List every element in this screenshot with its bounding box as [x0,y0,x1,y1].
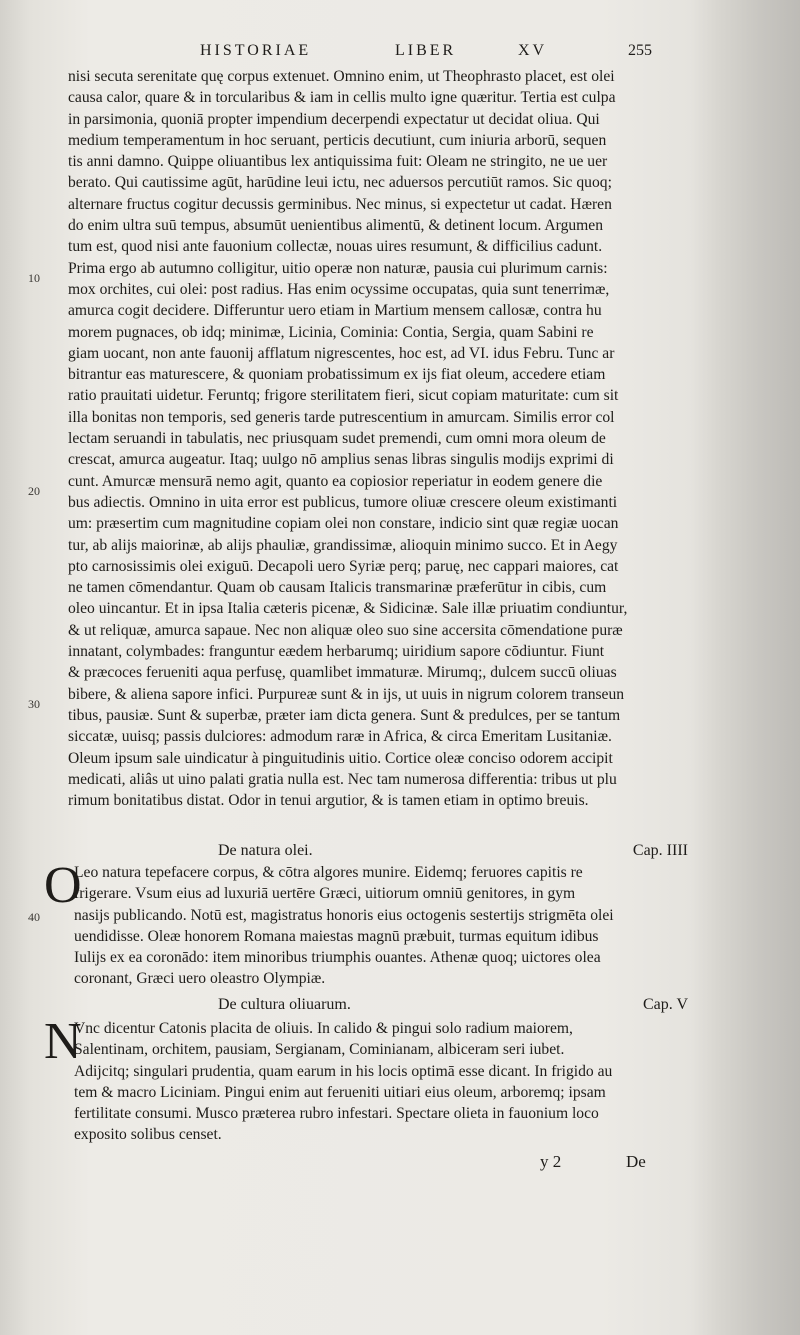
running-head-right: LIBER [395,42,457,59]
section-title: De cultura oliuarum. [218,996,351,1013]
chapter-number: Cap. V [642,996,688,1013]
catchword: De [626,1152,646,1171]
running-head-left: HISTORIAE [200,42,312,59]
text-line: exposito solibus censet. [74,1126,222,1144]
signature-mark: y 2 [540,1152,562,1171]
text-line: medium temperamentum in hoc seruant, perticis decutiunt, cum iniuria arborū, sequen [68,131,607,149]
text-line: nisi secuta serenitate quę corpus extenuet. Omnino enim, ut Theophrasto placet, est olei [68,68,615,85]
text-line: tur, ab alijs maiorinæ, ab alijs phauliæ, grandissimæ, alioquin minimo succo. Et in Aegy [68,536,618,554]
chapter-body-text [68,66,678,811]
page-number: 255 [628,42,652,59]
text-line: um: præsertim cum magnitudine copiam olei non constare, indicio sint quæ regiæ uocan [68,515,619,533]
text-line: ratio prauitati uidetur. Feruntq; frigore sterilitatem fieri, sicut copiam maturitate: cum sit [68,387,619,405]
text-line: causa calor, quare & in torcularibus & iam in cellis multo igne quæritur. Tertia est culpa [68,89,616,107]
text-line: do enim ultra suū tempus, absumūt uenientibus alimentū, & detinent locum. Argumen [68,217,604,235]
line-number-30: 30 [28,697,40,711]
text-line: tibus, pausiæ. Sunt & superbæ, præter iam dicta genera. Sunt & predulces, per se tantum [68,706,621,724]
text-line: mox orchites, cui olei: post radius. Has enim ocyssime occupatas, quia sunt tenerrimæ, [68,280,610,298]
text-line: bitrantur eas maturescere, & quoniam probatissimum ex ijs fiat oleum, accedere etiam [68,366,606,384]
text-line: Vnc dicentur Catonis placita de oliuis. In calido & pingui solo radium maiorem, [74,1020,573,1037]
text-line: cunt. Amurcæ mensurā nemo agit, quanto ea copiosior reperiatur in eodem genere die [68,472,603,490]
section-iiii-text [74,862,674,990]
text-line: ne tamen cōmendantur. Quam ob causam Italicis transmarinæ præferūtur in cibis, cum [68,579,607,597]
text-line: tum est, quod nisi ante fauonium collectæ, nouas uires resumunt, & difficilius cadunt. [68,238,603,256]
section-heading-v [68,996,688,1018]
line-number-40: 40 [28,910,40,924]
text-line: & ut reliquæ, amurca sapaue. Nec non aliquæ oleo suo sine accersita cōmendatione puræ [68,621,623,639]
running-head [200,40,670,66]
drop-cap-initial: N [44,1013,82,1070]
line-number-20: 20 [28,484,40,498]
text-line: illa bonitas non temporis, sed generis tarde putrescentium in amurcam. Similis error col [68,408,615,426]
text-line: pto carnosissimis olei exiguū. Decapoli uero Syriæ perq; paruę, nec cappari maiores, cat [68,557,619,575]
text-line: Prima ergo ab autumno colligitur, uitio operæ non naturæ, pausia cui plurimum carnis: [68,259,608,277]
chapter-number: Cap. IIII [632,842,688,859]
text-line: Salentinam, orchitem, pausiam, Sergianam, Cominianam, albiceram seri iubet. [74,1041,565,1059]
text-line: Oleum ipsum sale uindicatur à pinguitudinis uitio. Cortice oleæ conciso odorem accipit [68,749,613,767]
text-line: bus adiectis. Omnino in uita error est publicus, tumore oliuæ crescere oleum existimanti [68,493,618,511]
text-line: amurca cogit decidere. Differuntur uero etiam in Martium mensem callosæ, contra hu [68,302,602,320]
text-line: rimum bonitatibus distat. Odor in tenui argutior, & is tamen etiam in optimo breuis. [68,792,589,810]
text-line: oleo uincantur. Et in ipsa Italia cæteris picenæ, & Sidicinæ. Sale illæ priuatim condiuntur, [68,600,628,618]
text-line: medicati, aliâs ut uino palati gratia nulla est. Nec tam numerosa differentia: tribus ut plu [68,770,617,788]
text-line: & præcoces ferueniti aqua perfusę, quamlibet immaturæ. Mirumq;, dulcem succū oliuas [68,664,617,682]
text-line: frigerare. Vsum eius ad luxuriā uertēre Græci, uitiorum omniū genitores, in gym [74,885,576,903]
book-number: XV [518,42,548,59]
text-line: crescat, amurca augeatur. Itaq; uulgo nō amplius senas libras singulis modijs exprimi di [68,451,614,469]
text-line: in parsimonia, quoniā propter impendium decerpendi expectatur ut decidat oliua. Qui [68,110,600,128]
section-v-text [74,1018,674,1146]
section-heading-iiii [68,842,688,864]
text-line: lectam seruandi in tabulatis, nec priusquam sudet premendi, cum omni mora oleum de [68,430,606,448]
section-title: De natura olei. [218,842,313,859]
text-line: innatant, colymbades: franguntur eædem herbarumq; uiridium sapore cōdiuntur. Fiunt [68,643,605,661]
text-line: Leo natura tepefacere corpus, & cōtra algores munire. Eidemq; feruores capitis re [74,864,583,881]
text-line: nasijs publicando. Notū est, magistratus honoris eius octogenis sestertijs strigmēta olei [74,906,614,924]
text-line: alternare fructus cogitur decussis germinibus. Nec minus, si expectetur ut cadat. Hæren [68,195,612,213]
text-line: uendidisse. Oleæ honorem Romana maiestas magnū præbuit, turmas equitum idibus [74,927,599,945]
page-footer [540,1152,670,1176]
text-line: tem & macro Liciniam. Pingui enim aut ferueniti uitiari eius oleum, arboremq; ipsam [74,1083,606,1101]
text-line: coronant, Græci uero oleastro Olympiæ. [74,970,326,988]
text-line: Iulijs ex ea coronādo: item minoribus triumphis ouantes. Athenæ quoq; uictores olea [74,949,601,967]
text-line: berato. Qui cautissime agūt, harūdine leui ictu, nec aduersos percutiūt ramos. Sic quoq; [68,174,612,192]
drop-cap-initial: O [44,857,82,914]
text-line: tis anni damno. Quippe oliuantibus lex antiquissima fuit: Oleam ne stringito, ne ue uer [68,153,608,171]
text-line: Adijcitq; singulari prudentia, quam earum in his locis optimā esse dicant. In frigido au [74,1062,613,1080]
line-number-10: 10 [28,271,40,285]
text-line: siccatæ, uuisq; passis dulciores: admodum raræ in Africa, & circa Emeritam Lusitaniæ. [68,728,612,746]
text-line: morem pugnaces, ob idq; minimæ, Licinia, Cominia: Contia, Sergia, quam Sabini re [68,323,594,341]
text-line: fertilitate consumi. Musco præterea rubro infestari. Spectare olieta in fauonium loco [74,1105,599,1123]
text-line: giam uocant, non ante fauonij afflatum nigrescentes, hoc est, ad VI. idus Febru. Tunc ar [68,344,615,362]
text-line: bibere, & aliena sapore infici. Purpureæ sunt & in ijs, ut uuis in nigrum colorem transeun [68,685,625,703]
